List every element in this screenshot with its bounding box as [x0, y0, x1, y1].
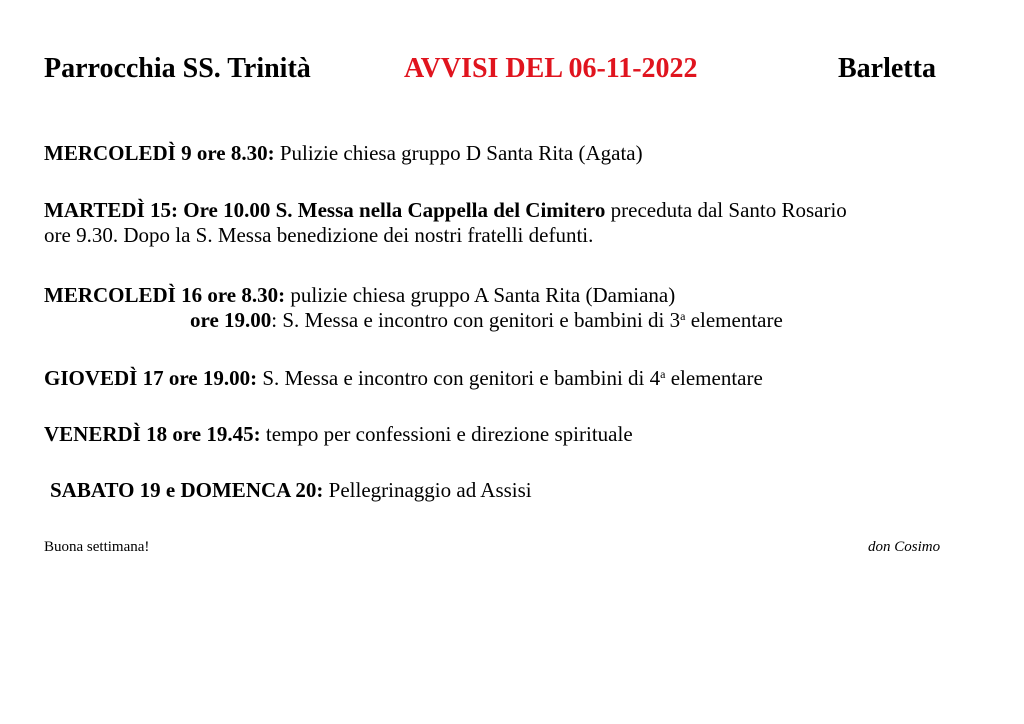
signature: don Cosimo	[868, 539, 941, 555]
notice-sub-tail: elementare	[685, 308, 783, 332]
notices-title: AVVISI DEL 06-11-2022	[404, 53, 698, 84]
notice-sub-label: ore 19.00	[190, 308, 272, 332]
greeting: Buona settimana!	[44, 539, 150, 555]
ordinal-superscript: a	[660, 367, 666, 381]
notice-text: pulizie chiesa gruppo A Santa Rita (Damiana)	[285, 283, 676, 307]
notice-sub-text: : S. Messa e incontro con genitori e bambini di 3	[271, 308, 681, 332]
notice-label: MARTEDÌ 15: Ore 10.00 S. Messa nella Cappella del Cimitero	[44, 198, 606, 222]
notice-label: MERCOLEDÌ 16 ore 8.30:	[44, 283, 286, 307]
notice-text: Pellegrinaggio ad Assisi	[323, 478, 532, 502]
notice-text-line2: ore 9.30. Dopo la S. Messa benedizione dei nostri fratelli defunti.	[44, 223, 594, 247]
notice-tail: elementare	[665, 366, 763, 390]
notice-text: S. Messa e incontro con genitori e bambini di 4	[257, 366, 661, 390]
city-name: Barletta	[838, 53, 936, 84]
notice-label: GIOVEDÌ 17 ore 19.00:	[44, 366, 258, 390]
notice-text: Pulizie chiesa gruppo D Santa Rita (Agata)	[274, 141, 643, 165]
notice-wednesday-9	[44, 141, 643, 166]
notice-friday-18	[44, 422, 633, 447]
notice-tuesday-15	[44, 198, 847, 248]
parish-name: Parrocchia SS. Trinità	[44, 53, 311, 84]
notice-text: tempo per confessioni e direzione spirituale	[260, 422, 633, 446]
notice-weekend-19-20	[50, 478, 532, 503]
notice-wednesday-16	[44, 283, 783, 333]
notice-thursday-17	[44, 366, 763, 391]
notice-label: SABATO 19 e DOMENCA 20:	[50, 478, 324, 502]
notice-label: MERCOLEDÌ 9 ore 8.30:	[44, 141, 275, 165]
notice-text: preceduta dal Santo Rosario	[605, 198, 847, 222]
notice-label: VENERDÌ 18 ore 19.45:	[44, 422, 261, 446]
ordinal-superscript: a	[680, 309, 686, 323]
